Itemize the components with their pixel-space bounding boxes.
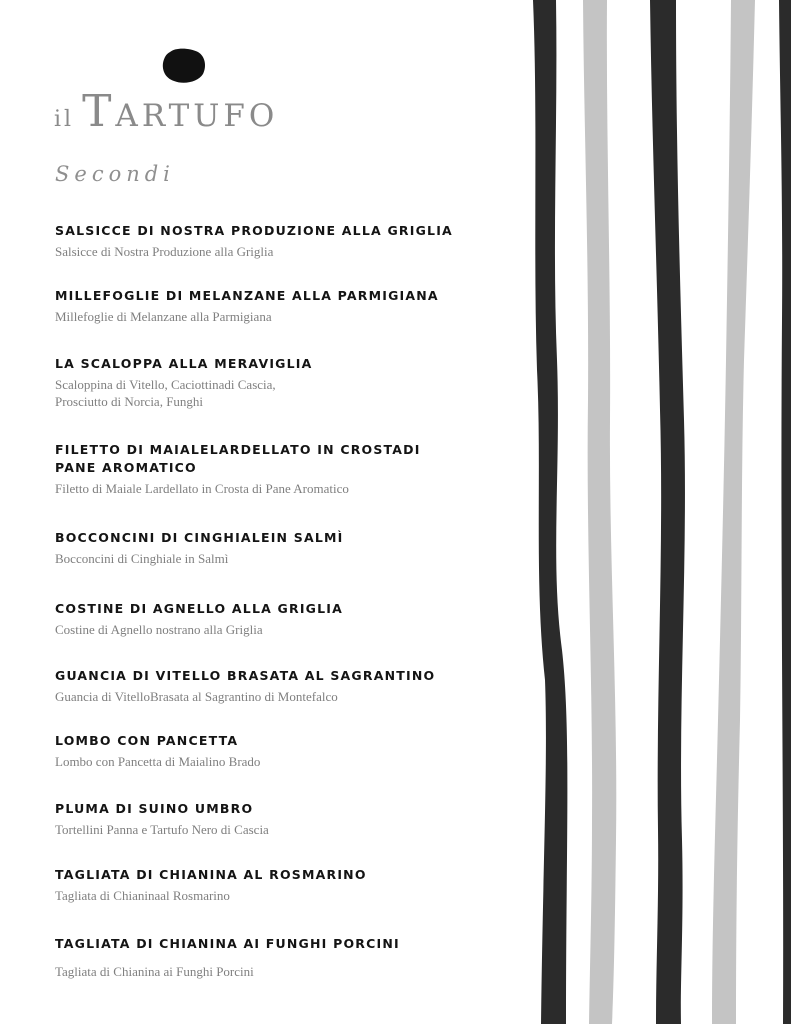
stripe-light-1 xyxy=(583,0,616,1024)
stripe-dark-2 xyxy=(650,0,685,1024)
menu-item xyxy=(55,600,475,638)
menu-item-name: LOMBO CON PANCETTA xyxy=(55,733,239,748)
menu-item-description-line2: Prosciutto di Norcia, Funghi xyxy=(55,394,204,409)
menu-item-description: Salsicce di Nostra Produzione alla Griglia xyxy=(55,244,274,259)
menu-item-name: PLUMA DI SUINO UMBRO xyxy=(55,801,254,816)
menu-item-name: GUANCIA DI VITELLO BRASATA AL SAGRANTINO xyxy=(55,668,436,683)
menu-item-description: Scaloppina di Vitello, Caciottinadi Cascia, xyxy=(55,377,276,392)
section-title: Secondi xyxy=(55,162,175,186)
menu-item xyxy=(55,222,475,260)
menu-item xyxy=(55,800,475,838)
menu-item xyxy=(55,935,475,980)
menu-item-description: Tortellini Panna e Tartufo Nero di Cascia xyxy=(55,822,269,837)
menu-item-description: Millefoglie di Melanzane alla Parmigiana xyxy=(55,309,272,324)
menu-item-description: Bocconcini di Cinghiale in Salmì xyxy=(55,551,229,566)
menu-item xyxy=(55,732,475,770)
menu-item-description: Lombo con Pancetta di Maialino Brado xyxy=(55,754,261,769)
stripe-dark-1 xyxy=(533,0,567,1024)
brand-name: Tartufo xyxy=(82,86,279,137)
menu-item-description: Filetto di Maiale Lardellato in Crosta di Pane Aromatico xyxy=(55,481,349,496)
menu-item-description: Tagliata di Chianinaal Rosmarino xyxy=(55,888,230,903)
menu-item xyxy=(55,866,475,904)
menu-item-name: TAGLIATA DI CHIANINA AI FUNGHI PORCINI xyxy=(55,936,400,951)
menu-item xyxy=(55,667,475,705)
menu-item xyxy=(55,287,475,325)
menu-item xyxy=(55,529,475,567)
brand-title xyxy=(54,86,278,137)
menu-item-name: MILLEFOGLIE DI MELANZANE ALLA PARMIGIANA xyxy=(55,288,439,303)
truffle-icon xyxy=(160,46,208,86)
menu-item-name: FILETTO DI MAIALELARDELLATO IN CROSTADI PANE AROMATICO xyxy=(55,442,421,475)
menu-item-name: BOCCONCINI DI CINGHIALEIN SALMÌ xyxy=(55,530,344,545)
logo xyxy=(54,42,354,142)
menu-item-name: COSTINE DI AGNELLO ALLA GRIGLIA xyxy=(55,601,344,616)
stripe-light-2 xyxy=(712,0,755,1024)
menu-item-description: Tagliata di Chianina ai Funghi Porcini xyxy=(55,964,254,979)
menu-item-description: Costine di Agnello nostrano alla Griglia xyxy=(55,622,263,637)
menu-item xyxy=(55,441,455,497)
menu-item-description: Guancia di VitelloBrasata al Sagrantino di Montefalco xyxy=(55,689,338,704)
menu-item xyxy=(55,355,475,410)
brand-prefix: il xyxy=(54,107,75,132)
menu-item-name: SALSICCE DI NOSTRA PRODUZIONE ALLA GRIGLIA xyxy=(55,223,453,238)
menu-item-name: LA SCALOPPA ALLA MERAVIGLIA xyxy=(55,356,313,371)
stripe-dark-edge xyxy=(779,0,791,1024)
menu-item-name: TAGLIATA DI CHIANINA AL ROSMARINO xyxy=(55,867,367,882)
